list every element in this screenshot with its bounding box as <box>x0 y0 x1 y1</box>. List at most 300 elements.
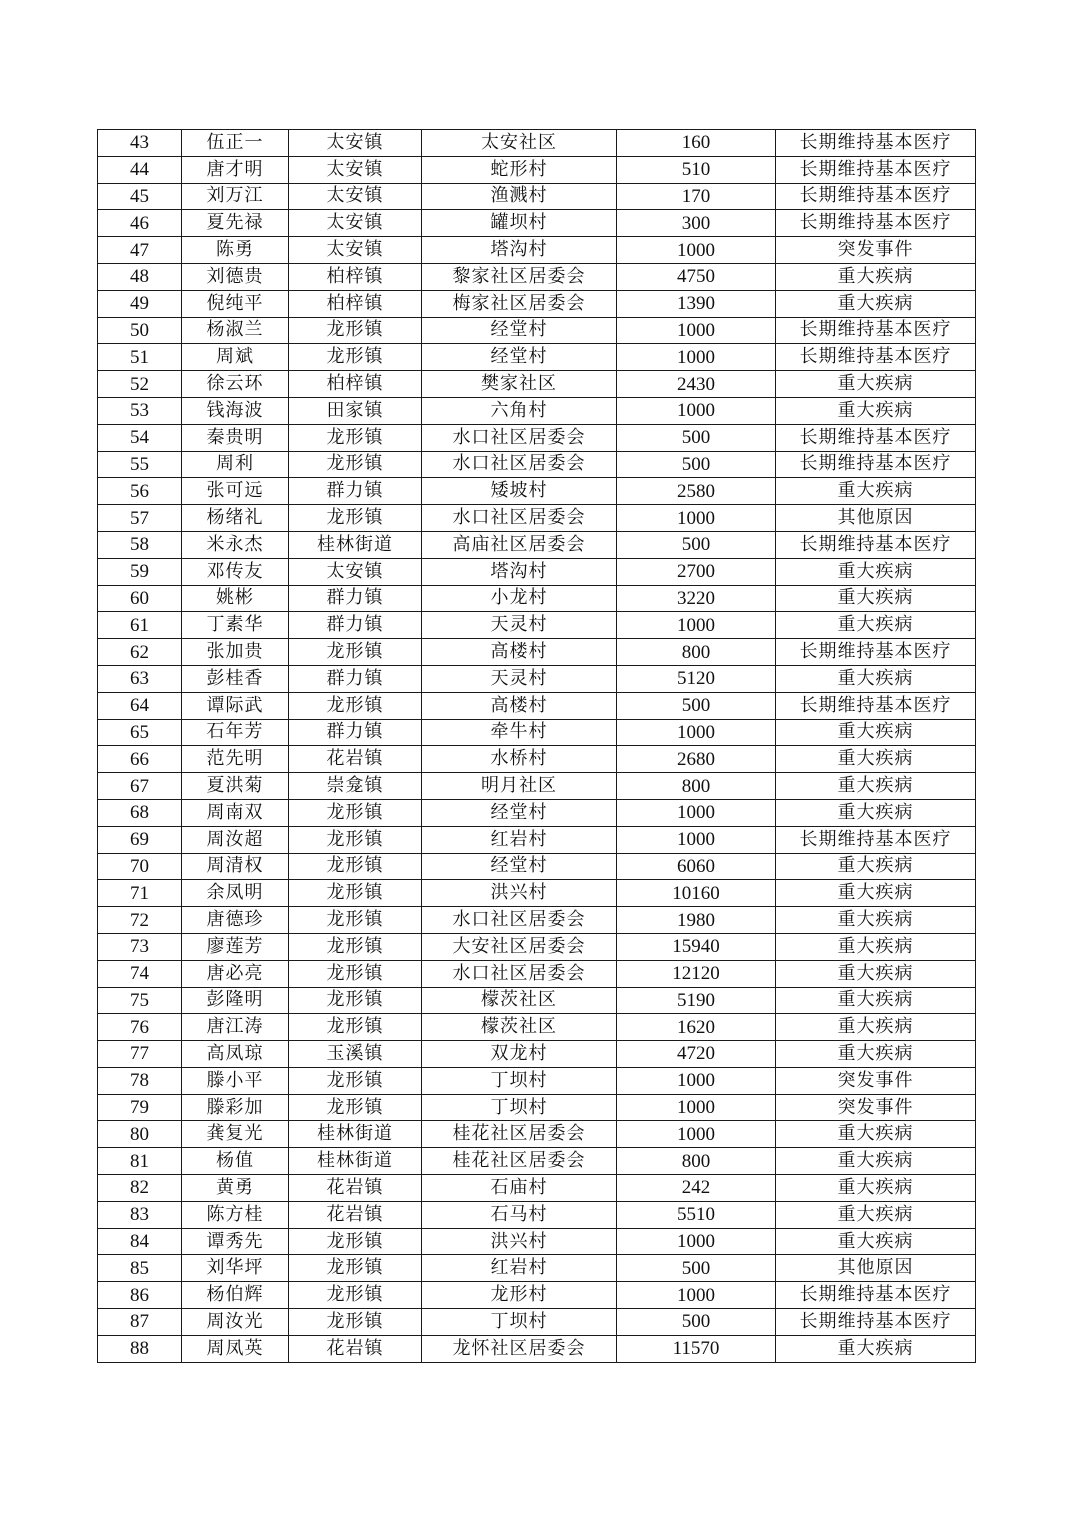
name-cell: 杨绪礼 <box>182 505 289 532</box>
community-cell: 双龙村 <box>422 1041 617 1068</box>
town-cell: 太安镇 <box>289 156 422 183</box>
serial-number-cell: 47 <box>98 237 182 264</box>
table-row <box>98 344 976 371</box>
name-cell: 米永杰 <box>182 531 289 558</box>
town-cell: 田家镇 <box>289 397 422 424</box>
name-cell: 夏先禄 <box>182 210 289 237</box>
reason-cell: 重大疾病 <box>776 290 976 317</box>
table-row <box>98 531 976 558</box>
serial-number-cell: 56 <box>98 478 182 505</box>
table-row <box>98 880 976 907</box>
reason-cell: 突发事件 <box>776 237 976 264</box>
table-body <box>98 130 976 1363</box>
reason-cell: 重大疾病 <box>776 558 976 585</box>
amount-cell: 5190 <box>617 987 776 1014</box>
town-cell: 花岩镇 <box>289 746 422 773</box>
community-cell: 塔沟村 <box>422 237 617 264</box>
name-cell: 陈方桂 <box>182 1201 289 1228</box>
community-cell: 龙形村 <box>422 1282 617 1309</box>
table-row <box>98 746 976 773</box>
serial-number-cell: 55 <box>98 451 182 478</box>
name-cell: 唐江涛 <box>182 1014 289 1041</box>
reason-cell: 重大疾病 <box>776 1148 976 1175</box>
town-cell: 龙形镇 <box>289 1228 422 1255</box>
table-row <box>98 424 976 451</box>
name-cell: 钱海波 <box>182 397 289 424</box>
amount-cell: 500 <box>617 424 776 451</box>
community-cell: 牵牛村 <box>422 719 617 746</box>
table-row <box>98 290 976 317</box>
serial-number-cell: 65 <box>98 719 182 746</box>
serial-number-cell: 62 <box>98 639 182 666</box>
community-cell: 矮坡村 <box>422 478 617 505</box>
reason-cell: 重大疾病 <box>776 665 976 692</box>
community-cell: 梅家社区居委会 <box>422 290 617 317</box>
community-cell: 丁坝村 <box>422 1309 617 1336</box>
community-cell: 水口社区居委会 <box>422 451 617 478</box>
table-row <box>98 1228 976 1255</box>
serial-number-cell: 78 <box>98 1067 182 1094</box>
serial-number-cell: 79 <box>98 1094 182 1121</box>
town-cell: 群力镇 <box>289 585 422 612</box>
reason-cell: 长期维持基本医疗 <box>776 317 976 344</box>
community-cell: 洪兴村 <box>422 880 617 907</box>
serial-number-cell: 53 <box>98 397 182 424</box>
name-cell: 龚复光 <box>182 1121 289 1148</box>
serial-number-cell: 75 <box>98 987 182 1014</box>
reason-cell: 突发事件 <box>776 1094 976 1121</box>
table-row <box>98 1282 976 1309</box>
name-cell: 秦贵明 <box>182 424 289 451</box>
community-cell: 高楼村 <box>422 692 617 719</box>
community-cell: 丁坝村 <box>422 1094 617 1121</box>
serial-number-cell: 83 <box>98 1201 182 1228</box>
serial-number-cell: 85 <box>98 1255 182 1282</box>
town-cell: 龙形镇 <box>289 317 422 344</box>
amount-cell: 1000 <box>617 719 776 746</box>
amount-cell: 300 <box>617 210 776 237</box>
name-cell: 伍正一 <box>182 130 289 157</box>
name-cell: 谭秀先 <box>182 1228 289 1255</box>
town-cell: 龙形镇 <box>289 692 422 719</box>
serial-number-cell: 67 <box>98 773 182 800</box>
town-cell: 群力镇 <box>289 719 422 746</box>
amount-cell: 510 <box>617 156 776 183</box>
amount-cell: 500 <box>617 1255 776 1282</box>
town-cell: 柏梓镇 <box>289 371 422 398</box>
table-row <box>98 826 976 853</box>
reason-cell: 重大疾病 <box>776 1121 976 1148</box>
town-cell: 太安镇 <box>289 210 422 237</box>
amount-cell: 1000 <box>617 505 776 532</box>
town-cell: 崇龛镇 <box>289 773 422 800</box>
name-cell: 廖莲芳 <box>182 933 289 960</box>
community-cell: 六角村 <box>422 397 617 424</box>
town-cell: 龙形镇 <box>289 1014 422 1041</box>
amount-cell: 12120 <box>617 960 776 987</box>
town-cell: 太安镇 <box>289 183 422 210</box>
community-cell: 经堂村 <box>422 317 617 344</box>
community-cell: 黎家社区居委会 <box>422 263 617 290</box>
amount-cell: 1000 <box>617 799 776 826</box>
name-cell: 唐德珍 <box>182 907 289 934</box>
name-cell: 丁素华 <box>182 612 289 639</box>
serial-number-cell: 74 <box>98 960 182 987</box>
serial-number-cell: 68 <box>98 799 182 826</box>
serial-number-cell: 63 <box>98 665 182 692</box>
town-cell: 花岩镇 <box>289 1201 422 1228</box>
reason-cell: 长期维持基本医疗 <box>776 531 976 558</box>
amount-cell: 15940 <box>617 933 776 960</box>
amount-cell: 2430 <box>617 371 776 398</box>
serial-number-cell: 87 <box>98 1309 182 1336</box>
reason-cell: 重大疾病 <box>776 960 976 987</box>
serial-number-cell: 43 <box>98 130 182 157</box>
community-cell: 太安社区 <box>422 130 617 157</box>
table-row <box>98 907 976 934</box>
table-row <box>98 853 976 880</box>
town-cell: 柏梓镇 <box>289 263 422 290</box>
town-cell: 群力镇 <box>289 612 422 639</box>
table-row <box>98 719 976 746</box>
reason-cell: 重大疾病 <box>776 799 976 826</box>
town-cell: 桂林街道 <box>289 1148 422 1175</box>
town-cell: 花岩镇 <box>289 1175 422 1202</box>
serial-number-cell: 88 <box>98 1335 182 1362</box>
name-cell: 徐云环 <box>182 371 289 398</box>
table-row <box>98 1148 976 1175</box>
town-cell: 桂林街道 <box>289 1121 422 1148</box>
table-row <box>98 156 976 183</box>
community-cell: 水口社区居委会 <box>422 907 617 934</box>
amount-cell: 11570 <box>617 1335 776 1362</box>
community-cell: 水口社区居委会 <box>422 960 617 987</box>
reason-cell: 重大疾病 <box>776 987 976 1014</box>
town-cell: 龙形镇 <box>289 451 422 478</box>
name-cell: 刘华坪 <box>182 1255 289 1282</box>
amount-cell: 160 <box>617 130 776 157</box>
reason-cell: 重大疾病 <box>776 612 976 639</box>
table-row <box>98 1014 976 1041</box>
community-cell: 樊家社区 <box>422 371 617 398</box>
table-row <box>98 692 976 719</box>
table-row <box>98 639 976 666</box>
table-row <box>98 210 976 237</box>
community-cell: 塔沟村 <box>422 558 617 585</box>
table-row <box>98 1201 976 1228</box>
community-cell: 渔溅村 <box>422 183 617 210</box>
community-cell: 檬茨社区 <box>422 1014 617 1041</box>
community-cell: 罐坝村 <box>422 210 617 237</box>
table-row <box>98 183 976 210</box>
serial-number-cell: 80 <box>98 1121 182 1148</box>
reason-cell: 重大疾病 <box>776 746 976 773</box>
name-cell: 张加贵 <box>182 639 289 666</box>
reason-cell: 重大疾病 <box>776 719 976 746</box>
amount-cell: 500 <box>617 531 776 558</box>
name-cell: 姚彬 <box>182 585 289 612</box>
name-cell: 张可远 <box>182 478 289 505</box>
table-row <box>98 960 976 987</box>
reason-cell: 长期维持基本医疗 <box>776 639 976 666</box>
name-cell: 周清权 <box>182 853 289 880</box>
serial-number-cell: 50 <box>98 317 182 344</box>
community-cell: 天灵村 <box>422 665 617 692</box>
community-cell: 大安社区居委会 <box>422 933 617 960</box>
community-cell: 经堂村 <box>422 799 617 826</box>
town-cell: 群力镇 <box>289 665 422 692</box>
community-cell: 水口社区居委会 <box>422 505 617 532</box>
town-cell: 龙形镇 <box>289 907 422 934</box>
serial-number-cell: 48 <box>98 263 182 290</box>
table-row <box>98 799 976 826</box>
serial-number-cell: 81 <box>98 1148 182 1175</box>
table-row <box>98 505 976 532</box>
town-cell: 玉溪镇 <box>289 1041 422 1068</box>
name-cell: 范先明 <box>182 746 289 773</box>
reason-cell: 重大疾病 <box>776 853 976 880</box>
table-row <box>98 317 976 344</box>
table-row <box>98 371 976 398</box>
reason-cell: 重大疾病 <box>776 933 976 960</box>
community-cell: 丁坝村 <box>422 1067 617 1094</box>
town-cell: 龙形镇 <box>289 960 422 987</box>
name-cell: 石年芳 <box>182 719 289 746</box>
amount-cell: 1000 <box>617 1067 776 1094</box>
serial-number-cell: 57 <box>98 505 182 532</box>
reason-cell: 长期维持基本医疗 <box>776 451 976 478</box>
amount-cell: 800 <box>617 773 776 800</box>
table-row <box>98 665 976 692</box>
name-cell: 周凤英 <box>182 1335 289 1362</box>
serial-number-cell: 46 <box>98 210 182 237</box>
reason-cell: 长期维持基本医疗 <box>776 183 976 210</box>
town-cell: 龙形镇 <box>289 1309 422 1336</box>
table-row <box>98 478 976 505</box>
amount-cell: 6060 <box>617 853 776 880</box>
reason-cell: 重大疾病 <box>776 1041 976 1068</box>
reason-cell: 长期维持基本医疗 <box>776 692 976 719</box>
amount-cell: 500 <box>617 1309 776 1336</box>
name-cell: 周汝超 <box>182 826 289 853</box>
amount-cell: 500 <box>617 451 776 478</box>
name-cell: 陈勇 <box>182 237 289 264</box>
community-cell: 高楼村 <box>422 639 617 666</box>
name-cell: 邓传友 <box>182 558 289 585</box>
serial-number-cell: 64 <box>98 692 182 719</box>
serial-number-cell: 69 <box>98 826 182 853</box>
reason-cell: 突发事件 <box>776 1067 976 1094</box>
reason-cell: 长期维持基本医疗 <box>776 1309 976 1336</box>
community-cell: 蛇形村 <box>422 156 617 183</box>
community-cell: 高庙社区居委会 <box>422 531 617 558</box>
amount-cell: 1000 <box>617 317 776 344</box>
table-row <box>98 1255 976 1282</box>
amount-cell: 3220 <box>617 585 776 612</box>
serial-number-cell: 82 <box>98 1175 182 1202</box>
community-cell: 龙怀社区居委会 <box>422 1335 617 1362</box>
table-row <box>98 1094 976 1121</box>
name-cell: 黄勇 <box>182 1175 289 1202</box>
reason-cell: 长期维持基本医疗 <box>776 1282 976 1309</box>
name-cell: 彭隆明 <box>182 987 289 1014</box>
name-cell: 周斌 <box>182 344 289 371</box>
serial-number-cell: 77 <box>98 1041 182 1068</box>
reason-cell: 重大疾病 <box>776 880 976 907</box>
amount-cell: 2580 <box>617 478 776 505</box>
amount-cell: 1000 <box>617 1228 776 1255</box>
community-cell: 水桥村 <box>422 746 617 773</box>
amount-cell: 1980 <box>617 907 776 934</box>
reason-cell: 重大疾病 <box>776 1228 976 1255</box>
reason-cell: 长期维持基本医疗 <box>776 826 976 853</box>
town-cell: 桂林街道 <box>289 531 422 558</box>
town-cell: 龙形镇 <box>289 933 422 960</box>
amount-cell: 1000 <box>617 1094 776 1121</box>
table-row <box>98 773 976 800</box>
amount-cell: 5120 <box>617 665 776 692</box>
name-cell: 杨伯辉 <box>182 1282 289 1309</box>
reason-cell: 其他原因 <box>776 1255 976 1282</box>
town-cell: 太安镇 <box>289 130 422 157</box>
reason-cell: 长期维持基本医疗 <box>776 344 976 371</box>
serial-number-cell: 60 <box>98 585 182 612</box>
table-row <box>98 558 976 585</box>
amount-cell: 1390 <box>617 290 776 317</box>
reason-cell: 长期维持基本医疗 <box>776 156 976 183</box>
serial-number-cell: 73 <box>98 933 182 960</box>
community-cell: 桂花社区居委会 <box>422 1121 617 1148</box>
serial-number-cell: 84 <box>98 1228 182 1255</box>
town-cell: 太安镇 <box>289 558 422 585</box>
town-cell: 群力镇 <box>289 478 422 505</box>
name-cell: 谭际武 <box>182 692 289 719</box>
town-cell: 龙形镇 <box>289 424 422 451</box>
name-cell: 杨淑兰 <box>182 317 289 344</box>
name-cell: 滕彩加 <box>182 1094 289 1121</box>
name-cell: 杨值 <box>182 1148 289 1175</box>
community-cell: 洪兴村 <box>422 1228 617 1255</box>
amount-cell: 5510 <box>617 1201 776 1228</box>
town-cell: 龙形镇 <box>289 1282 422 1309</box>
reason-cell: 重大疾病 <box>776 907 976 934</box>
name-cell: 余凤明 <box>182 880 289 907</box>
amount-cell: 242 <box>617 1175 776 1202</box>
reason-cell: 重大疾病 <box>776 1175 976 1202</box>
amount-cell: 1000 <box>617 1121 776 1148</box>
name-cell: 高凤琼 <box>182 1041 289 1068</box>
community-cell: 石庙村 <box>422 1175 617 1202</box>
table-row <box>98 1309 976 1336</box>
serial-number-cell: 49 <box>98 290 182 317</box>
serial-number-cell: 71 <box>98 880 182 907</box>
reason-cell: 重大疾病 <box>776 773 976 800</box>
community-cell: 明月社区 <box>422 773 617 800</box>
reason-cell: 重大疾病 <box>776 371 976 398</box>
reason-cell: 其他原因 <box>776 505 976 532</box>
reason-cell: 长期维持基本医疗 <box>776 210 976 237</box>
amount-cell: 4750 <box>617 263 776 290</box>
serial-number-cell: 86 <box>98 1282 182 1309</box>
name-cell: 周利 <box>182 451 289 478</box>
name-cell: 唐才明 <box>182 156 289 183</box>
name-cell: 周汝光 <box>182 1309 289 1336</box>
community-cell: 红岩村 <box>422 1255 617 1282</box>
amount-cell: 500 <box>617 692 776 719</box>
serial-number-cell: 51 <box>98 344 182 371</box>
town-cell: 龙形镇 <box>289 826 422 853</box>
town-cell: 龙形镇 <box>289 1094 422 1121</box>
amount-cell: 2700 <box>617 558 776 585</box>
serial-number-cell: 54 <box>98 424 182 451</box>
name-cell: 刘万江 <box>182 183 289 210</box>
community-cell: 小龙村 <box>422 585 617 612</box>
amount-cell: 1000 <box>617 1282 776 1309</box>
town-cell: 太安镇 <box>289 237 422 264</box>
serial-number-cell: 70 <box>98 853 182 880</box>
table-row <box>98 1335 976 1362</box>
serial-number-cell: 72 <box>98 907 182 934</box>
relief-list-table <box>97 129 976 1363</box>
amount-cell: 1000 <box>617 826 776 853</box>
amount-cell: 1000 <box>617 397 776 424</box>
town-cell: 龙形镇 <box>289 1067 422 1094</box>
amount-cell: 4720 <box>617 1041 776 1068</box>
reason-cell: 重大疾病 <box>776 397 976 424</box>
town-cell: 龙形镇 <box>289 880 422 907</box>
name-cell: 滕小平 <box>182 1067 289 1094</box>
community-cell: 经堂村 <box>422 344 617 371</box>
community-cell: 石马村 <box>422 1201 617 1228</box>
table-row <box>98 612 976 639</box>
town-cell: 龙形镇 <box>289 799 422 826</box>
reason-cell: 重大疾病 <box>776 478 976 505</box>
reason-cell: 重大疾病 <box>776 1014 976 1041</box>
table-row <box>98 397 976 424</box>
table-row <box>98 130 976 157</box>
table-row <box>98 1041 976 1068</box>
table-row <box>98 1121 976 1148</box>
amount-cell: 800 <box>617 1148 776 1175</box>
community-cell: 水口社区居委会 <box>422 424 617 451</box>
town-cell: 龙形镇 <box>289 987 422 1014</box>
table-row <box>98 263 976 290</box>
table-row <box>98 585 976 612</box>
name-cell: 周南双 <box>182 799 289 826</box>
town-cell: 龙形镇 <box>289 344 422 371</box>
name-cell: 彭桂香 <box>182 665 289 692</box>
community-cell: 桂花社区居委会 <box>422 1148 617 1175</box>
serial-number-cell: 45 <box>98 183 182 210</box>
serial-number-cell: 52 <box>98 371 182 398</box>
table-row <box>98 451 976 478</box>
name-cell: 夏洪菊 <box>182 773 289 800</box>
table-row <box>98 1067 976 1094</box>
amount-cell: 1000 <box>617 344 776 371</box>
amount-cell: 10160 <box>617 880 776 907</box>
amount-cell: 1000 <box>617 237 776 264</box>
reason-cell: 重大疾病 <box>776 585 976 612</box>
name-cell: 倪纯平 <box>182 290 289 317</box>
serial-number-cell: 44 <box>98 156 182 183</box>
reason-cell: 重大疾病 <box>776 1201 976 1228</box>
amount-cell: 2680 <box>617 746 776 773</box>
table-row <box>98 1175 976 1202</box>
town-cell: 龙形镇 <box>289 1255 422 1282</box>
amount-cell: 1000 <box>617 612 776 639</box>
reason-cell: 长期维持基本医疗 <box>776 424 976 451</box>
town-cell: 花岩镇 <box>289 1335 422 1362</box>
